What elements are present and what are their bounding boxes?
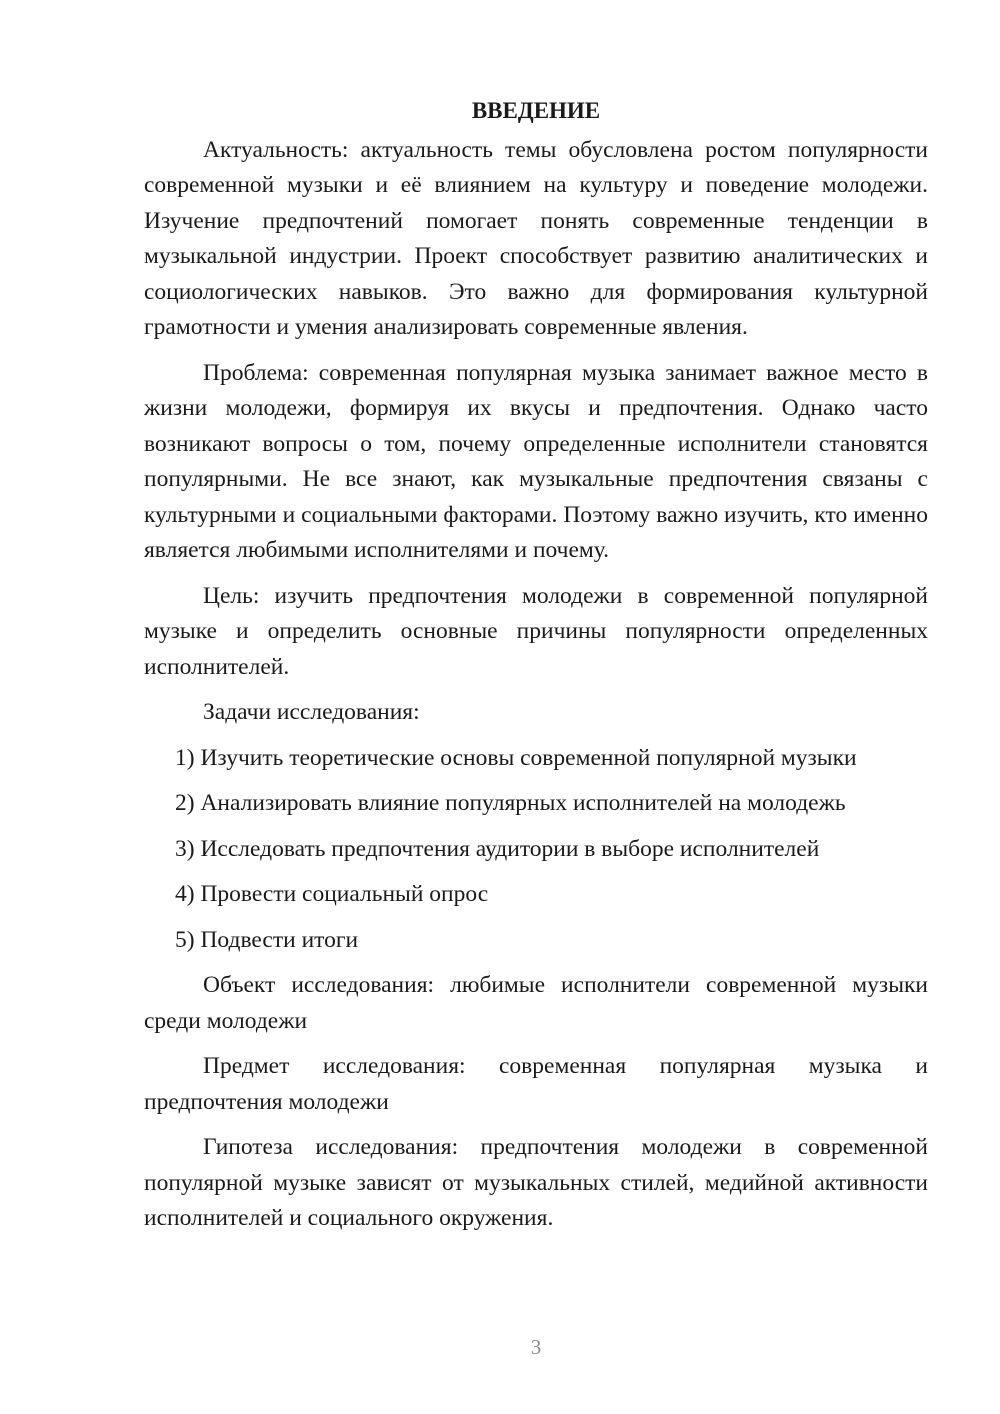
problem-paragraph: Проблема: современная популярная музыка занимает важное место в жизни молодежи, формируя их вкусы и предпочтения. Однако часто возникают вопросы о том, почему определенные исполнители становятся популярными. Не все знают, как музыкальные предпочтения связаны с культурными и социальными факторами. Поэтому важно изучить, кто именно является любимыми исполнителями и почему. <box>144 359 928 563</box>
task-item: 4) Провести социальный опрос <box>175 881 489 907</box>
hypothesis-paragraph: Гипотеза исследования: предпочтения молодежи в современной популярной музыке зависят от музыкальных стилей, медийной активности исполнителей и социального окружения. <box>144 1134 928 1231</box>
relevance-paragraph: Актуальность: актуальность темы обусловлена ростом популярности современной музыки и её влиянием на культуру и поведение молодежи. Изучение предпочтений помогает понять современные тенденции в музыкальной индустрии. Проект способствует развитию аналитических и социологических навыков. Это важно для формирования культурной грамотности и умения анализировать современные явления. <box>144 136 928 340</box>
task-list <box>144 741 928 959</box>
page-number: 3 <box>530 1335 542 1359</box>
page-content <box>144 93 928 1247</box>
page-title: ВВЕДЕНИЕ <box>471 98 601 123</box>
task-item: 5) Подвести итоги <box>175 926 359 953</box>
task-item: 2) Анализировать влияние популярных исполнителей на молодежь <box>175 790 846 816</box>
goal-paragraph: Цель: изучить предпочтения молодежи в современной популярной музыке и определить основные причины популярности определенных исполнителей. <box>144 582 928 680</box>
object-paragraph: Объект исследования: любимые исполнители современной музыки среди молодежи <box>144 972 928 1034</box>
task-item: 1) Изучить теоретические основы современной популярной музыки <box>175 744 857 771</box>
tasks-heading: Задачи исследования: <box>203 699 420 725</box>
task-item: 3) Исследовать предпочтения аудитории в выборе исполнителей <box>175 835 820 862</box>
subject-paragraph: Предмет исследования: современная популярная музыка и предпочтения молодежи <box>144 1053 928 1115</box>
